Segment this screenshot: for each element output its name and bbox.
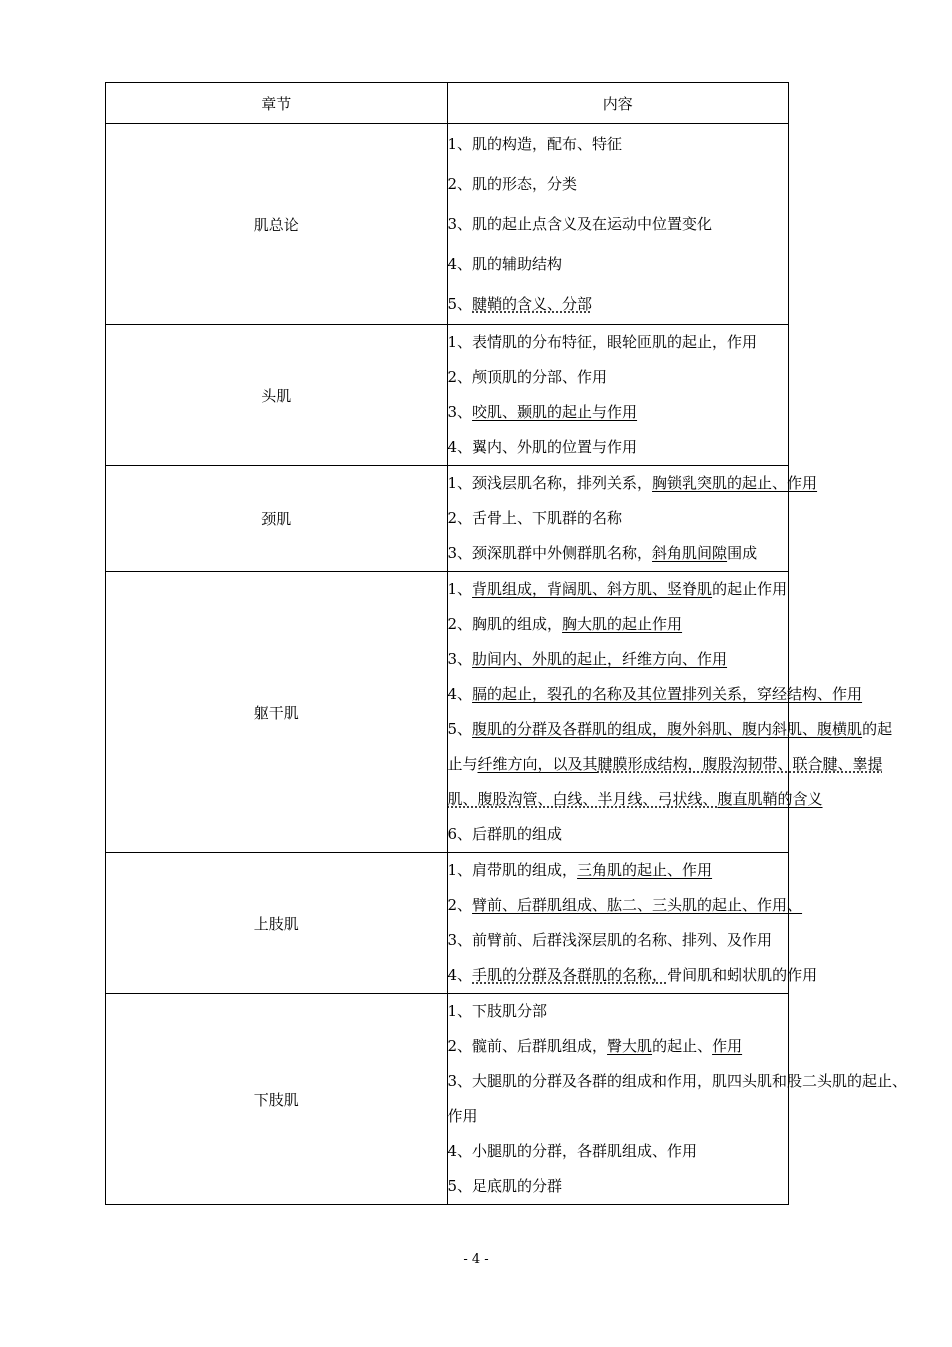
content-line bbox=[448, 284, 789, 324]
text-segment: 3、 bbox=[447, 403, 473, 421]
text-segment: 3、肌的起止点含义及在运动中位置变化 bbox=[447, 215, 713, 233]
text-segment: 三角肌的起止、作用 bbox=[577, 861, 713, 879]
text-segment: 斜角肌间隙 bbox=[652, 544, 728, 562]
content-cell bbox=[447, 466, 818, 572]
text-segment: 腱膜形成结构，腹股沟韧带、联合腱、睾提 bbox=[597, 755, 883, 773]
text-segment: 2、胸肌的组成， bbox=[447, 615, 563, 633]
text-segment: 臂前、后群肌组成、肱二、三头肌的起止、作用、 bbox=[472, 896, 803, 914]
text-segment: 止与 bbox=[447, 755, 478, 773]
text-segment: 3、大腿肌的分群及各群的组成和作用，肌四头肌和股二头肌的起止、 bbox=[447, 1072, 908, 1090]
text-segment: 腱鞘的含义、分部 bbox=[472, 295, 593, 313]
text-segment: 3、 bbox=[447, 650, 473, 668]
content-line bbox=[448, 124, 789, 164]
content-line bbox=[448, 395, 789, 430]
text-segment: 膈的起止，裂孔的名称及其位置排列关系，穿经结构、作用 bbox=[472, 685, 863, 703]
text-segment: 的起 bbox=[862, 720, 893, 738]
content-cell bbox=[447, 994, 908, 1205]
content-line bbox=[448, 572, 789, 607]
text-segment: 1、表情肌的分布特征，眼轮匝肌的起止，作用 bbox=[447, 333, 758, 351]
content-line bbox=[448, 204, 789, 244]
content-line bbox=[448, 923, 789, 958]
text-segment: 1、肩带肌的组成， bbox=[447, 861, 578, 879]
content-line bbox=[447, 677, 863, 712]
chapter-cell: 下肢肌 bbox=[106, 994, 448, 1205]
header-chapter: 章节 bbox=[106, 83, 448, 124]
content-line bbox=[448, 164, 789, 204]
content-line bbox=[448, 994, 789, 1029]
content-line bbox=[448, 325, 789, 360]
header-content: 内容 bbox=[447, 83, 789, 124]
content-line bbox=[448, 642, 789, 677]
text-segment: 肌、腹股沟管、白线、半月线、弓状线、 bbox=[447, 790, 718, 808]
text-segment: 1、 bbox=[447, 580, 473, 598]
content-line bbox=[447, 958, 818, 993]
content-line bbox=[447, 782, 823, 817]
content-cell bbox=[447, 325, 789, 466]
text-segment: 胸锁乳突肌的起止、作用 bbox=[652, 474, 818, 492]
content-line bbox=[447, 747, 883, 782]
text-segment: 1、下肢肌分部 bbox=[447, 1002, 548, 1020]
content-line bbox=[448, 360, 789, 395]
text-segment: 4、小腿肌的分群，各群肌组成、作用 bbox=[447, 1142, 698, 1160]
content-cell bbox=[447, 572, 893, 853]
text-segment: 3、颈深肌群中外侧群肌名称， bbox=[447, 544, 653, 562]
text-segment: 4、 bbox=[447, 966, 473, 984]
content-line bbox=[447, 712, 893, 747]
content-line bbox=[448, 244, 789, 284]
text-segment: 腹直肌鞘的含义 bbox=[717, 790, 823, 808]
text-segment: 作用 bbox=[447, 1107, 478, 1125]
text-segment: 2、髋前、后群肌组成， bbox=[447, 1037, 608, 1055]
content-line bbox=[448, 607, 789, 642]
content-line bbox=[447, 1064, 908, 1099]
table-row bbox=[106, 572, 789, 853]
text-segment: 的起止作用 bbox=[712, 580, 788, 598]
content-line bbox=[448, 1134, 789, 1169]
text-segment: 骨间肌和蚓状肌的作用 bbox=[667, 966, 818, 984]
text-segment: 2、肌的形态，分类 bbox=[447, 175, 578, 193]
table-row bbox=[106, 994, 789, 1205]
text-segment: 2、 bbox=[447, 896, 473, 914]
text-segment: 5、足底肌的分群 bbox=[447, 1177, 563, 1195]
content-line bbox=[448, 1099, 789, 1134]
text-segment: 4、 bbox=[447, 685, 473, 703]
text-segment: 5、 bbox=[447, 720, 473, 738]
content-cell bbox=[447, 124, 789, 325]
text-segment: 1、颈浅层肌名称，排列关系， bbox=[447, 474, 653, 492]
chapter-cell: 头肌 bbox=[106, 325, 448, 466]
table-row bbox=[106, 325, 789, 466]
text-segment: 的起止、 bbox=[652, 1037, 713, 1055]
text-segment: 胸大肌的起止作用 bbox=[562, 615, 683, 633]
text-segment: 1、肌的构造，配布、特征 bbox=[447, 135, 623, 153]
text-segment: 6、后群肌的组成 bbox=[447, 825, 563, 843]
outline-table bbox=[105, 82, 908, 1205]
content-line bbox=[448, 817, 789, 852]
content-line bbox=[448, 1029, 789, 1064]
content-line bbox=[448, 853, 789, 888]
content-line bbox=[448, 536, 789, 571]
text-segment: 背肌组成，背阔肌、斜方肌、竖脊肌 bbox=[472, 580, 713, 598]
text-segment: 4、翼内、外肌的位置与作用 bbox=[447, 438, 638, 456]
text-segment: 咬肌、颞肌的起止与作用 bbox=[472, 403, 638, 421]
chapter-cell: 上肢肌 bbox=[106, 853, 448, 994]
header-row bbox=[106, 83, 789, 124]
text-segment: 2、舌骨上、下肌群的名称 bbox=[447, 509, 623, 527]
text-segment: 臀大肌 bbox=[607, 1037, 653, 1055]
table-body bbox=[106, 124, 908, 1205]
content-line bbox=[447, 466, 818, 501]
text-segment: 纤维方向，以及其 bbox=[477, 755, 598, 773]
content-line bbox=[448, 501, 789, 536]
content-line bbox=[448, 430, 789, 465]
table-row bbox=[106, 853, 789, 994]
text-segment: 腹肌的分群及各群肌的组成，腹外斜肌、腹内斜肌、腹横肌 bbox=[472, 720, 863, 738]
text-segment: 作用 bbox=[712, 1037, 743, 1055]
table-row bbox=[106, 124, 789, 325]
text-segment: 2、颅顶肌的分部、作用 bbox=[447, 368, 608, 386]
text-segment: 4、肌的辅助结构 bbox=[447, 255, 563, 273]
content-cell bbox=[447, 853, 818, 994]
chapter-cell: 躯干肌 bbox=[106, 572, 448, 853]
content-line bbox=[447, 888, 803, 923]
text-segment: 3、前臂前、后群浅深层肌的名称、排列、及作用 bbox=[447, 931, 773, 949]
text-segment: 肋间内、外肌的起止，纤维方向、作用 bbox=[472, 650, 728, 668]
table-row bbox=[106, 466, 789, 572]
chapter-cell: 颈肌 bbox=[106, 466, 448, 572]
text-segment: 围成 bbox=[727, 544, 758, 562]
content-line bbox=[448, 1169, 789, 1204]
text-segment: 手肌的分群及各群肌的名称， bbox=[472, 966, 668, 984]
page-number: - 4 - bbox=[463, 1252, 489, 1267]
chapter-cell: 肌总论 bbox=[106, 124, 448, 325]
text-segment: 5、 bbox=[447, 295, 473, 313]
